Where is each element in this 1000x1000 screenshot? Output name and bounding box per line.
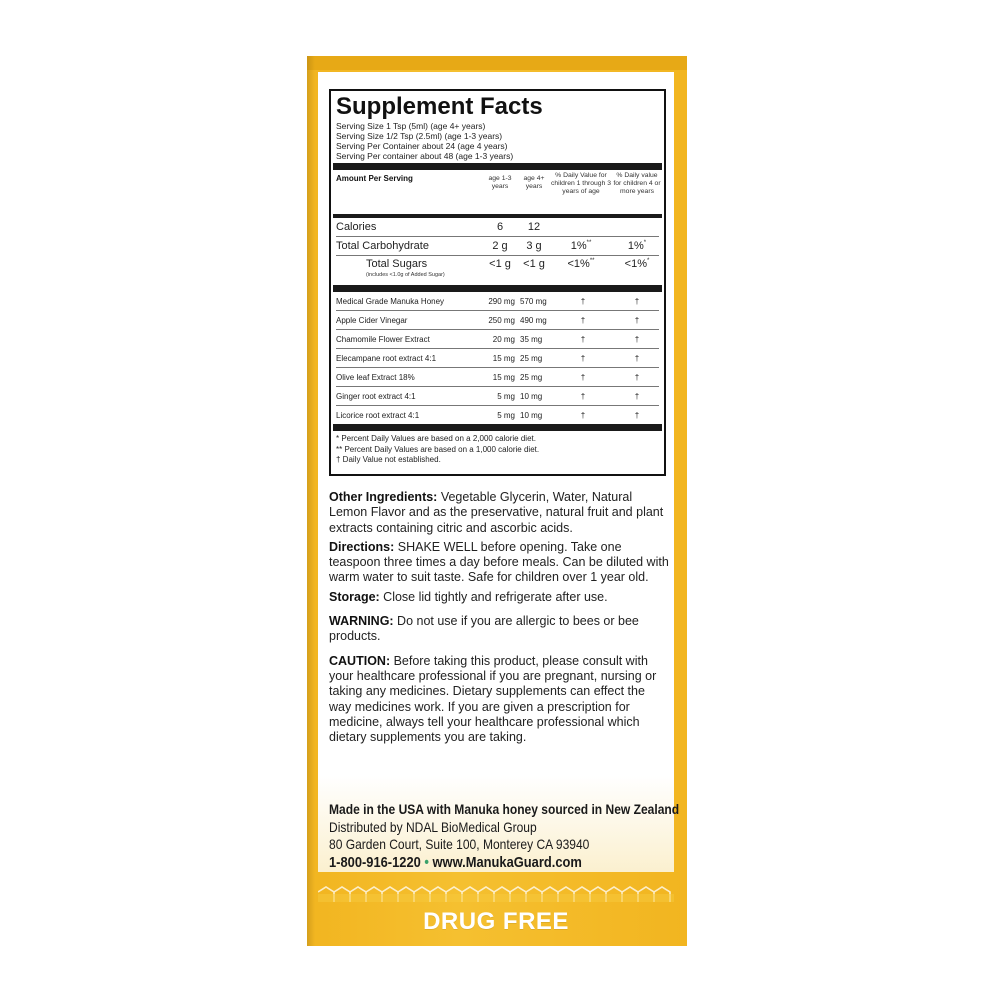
made-in-line: Made in the USA with Manuka honey sourced in New Zealand [329,801,680,817]
serving-line: Serving Size 1/2 Tsp (2.5ml) (age 1-3 years) [336,131,503,141]
divider-thick [333,163,662,170]
macro-name: Total Carbohydrate [336,240,429,252]
caution [329,654,669,746]
website-text: www.ManukaGuard.com [432,853,582,871]
facts-title: Supplement Facts [336,93,543,120]
macro-value-2: <1 g [523,258,545,270]
divider-thick [333,424,662,431]
other-ingredients [329,490,669,536]
ingredient-name: Ginger root extract 4:1 [336,391,416,401]
ingredient-name: Chamomile Flower Extract [336,334,430,344]
dv-value: <1% [624,258,647,270]
ingredient-dv-1: † [580,372,586,382]
ingredient-value-2: 35 mg [520,334,543,344]
ingredient-dv-2: † [634,353,640,363]
directions-text: SHAKE WELL before opening. Take one teaspoon three times a day before meals. Can be diluted with warm water to suit taste. Safe for children over 1 year old. [329,539,669,585]
dv-mark: ** [586,240,592,246]
ingredient-list [336,292,659,424]
ingredient-row [336,292,659,310]
dv-mark: * [646,258,650,264]
storage [329,590,669,605]
distributed-by-line: Distributed by NDAL BioMedical Group [329,818,537,835]
ingredient-dv-1: † [580,315,586,325]
added-sugar-note: (includes <1.0g of Added Sugar) [366,272,445,278]
storage-label: Storage: [329,589,380,604]
caution-text: Before taking this product, please consult with your healthcare professional if you are pregnant, nursing or taking any medicines. Dietary supplements can effect the way medicines work. If you are given a prescription for medicine, always tell your healthcare professional which dietary supplements you are taking. [329,653,657,745]
amount-per-serving-label: Amount Per Serving [336,174,413,183]
col-header-age-1-3: age 1-3 years [488,175,512,190]
ingredient-value-1: 15 mg [492,372,515,382]
macro-dv-1 [550,240,612,252]
macro-row-sugars [336,255,659,272]
ingredient-dv-2: † [634,296,640,306]
ingredient-value-2: 25 mg [520,372,543,382]
macro-value-1: <1 g [489,258,511,270]
ingredient-value-1: 15 mg [492,353,515,363]
ingredient-value-1: 20 mg [492,334,515,344]
box-edge-shade [307,56,315,946]
ingredient-value-1: 5 mg [497,391,515,401]
ingredient-dv-1: † [580,334,586,344]
address-line: 80 Garden Court, Suite 100, Monterey CA 93940 [329,836,590,852]
footnote: † Daily Value not established. [336,455,441,464]
warning-label: WARNING: [329,614,394,629]
ingredient-row [336,386,659,405]
ingredient-value-2: 10 mg [520,391,543,401]
label-body-text [329,490,669,749]
ingredient-value-1: 290 mg [488,296,515,306]
ingredient-value-2: 570 mg [520,296,547,306]
dv-value: 1% [570,240,587,252]
ingredient-row [336,367,659,386]
ingredient-row [336,405,659,424]
facts-header-row [336,170,659,214]
ingredient-name: Medical Grade Manuka Honey [336,296,445,306]
footnote: * Percent Daily Values are based on a 2,000 calorie diet. [336,434,536,443]
macro-row-carbohydrate [336,236,659,255]
directions [329,540,669,586]
ingredient-value-1: 5 mg [497,410,515,420]
ingredient-dv-1: † [580,391,586,401]
serving-line: Serving Per Container about 24 (age 4 years) [336,141,508,151]
caution-label: CAUTION: [329,653,391,668]
col-header-age-4: age 4+ years [523,175,545,190]
ingredient-name: Apple Cider Vinegar [336,315,408,325]
macro-name: Total Sugars [366,258,428,270]
drug-free-badge: DRUG FREE [423,908,569,935]
macro-row-calories [336,218,659,236]
ingredient-row [336,310,659,329]
macro-value-1: 6 [496,221,504,233]
separator-dot: • [424,853,429,871]
ingredient-value-2: 10 mg [520,410,543,420]
divider-thick [333,285,662,292]
distributor-block [329,801,680,871]
macro-value-1: 2 g [492,240,508,252]
ingredient-dv-2: † [634,372,640,382]
ingredient-dv-2: † [634,410,640,420]
dv-value: <1% [567,258,590,270]
col-header-dv-1-3: % Daily Value for children 1 through 3 years of age [550,172,612,195]
ingredient-dv-2: † [634,334,640,344]
ingredient-name: Olive leaf Extract 18% [336,372,415,382]
macro-dv-1 [550,258,612,270]
dv-mark: * [643,240,647,246]
other-ingredients-text: Vegetable Glycerin, Water, Natural Lemon Flavor and as the preservative, natural fruit and plant extracts containing citric and ascorbic acids. [329,490,664,535]
ingredient-dv-1: † [580,353,586,363]
ingredient-dv-1: † [580,410,586,420]
macro-dv-2 [612,240,662,252]
ingredient-value-2: 490 mg [520,315,547,325]
macro-value-2: 3 g [526,240,542,252]
macro-name: Calories [336,221,377,233]
phone-number: 1-800-916-1220 [329,853,421,871]
supplement-facts-panel [329,89,666,476]
macro-value-2: 12 [527,221,541,233]
macro-dv-2 [612,258,662,270]
ingredient-dv-2: † [634,391,640,401]
ingredient-name: Licorice root extract 4:1 [336,410,420,420]
contact-line [329,854,630,872]
ingredient-row [336,329,659,348]
ingredient-name: Elecampane root extract 4:1 [336,353,437,363]
footnote: ** Percent Daily Values are based on a 1,000 calorie diet. [336,444,540,454]
serving-line: Serving Per container about 48 (age 1-3 years) [336,151,514,161]
other-ingredients-label: Other Ingredients: [329,490,438,504]
ingredient-dv-2: † [634,315,640,325]
dv-mark: ** [589,258,595,264]
storage-text: Close lid tightly and refrigerate after use. [379,589,608,604]
warning [329,614,669,645]
ingredient-value-2: 25 mg [520,353,543,363]
ingredient-row [336,348,659,367]
col-header-dv-4: % Daily value for children 4 or more years [613,172,661,195]
serving-line: Serving Size 1 Tsp (5ml) (age 4+ years) [336,121,486,131]
directions-label: Directions: [329,539,395,554]
ingredient-value-1: 250 mg [488,315,515,325]
box-top-stripe [307,56,687,70]
ingredient-dv-1: † [580,296,586,306]
warning-text: Do not use if you are allergic to bees or bee products. [329,614,639,644]
dv-value: 1% [627,240,644,252]
